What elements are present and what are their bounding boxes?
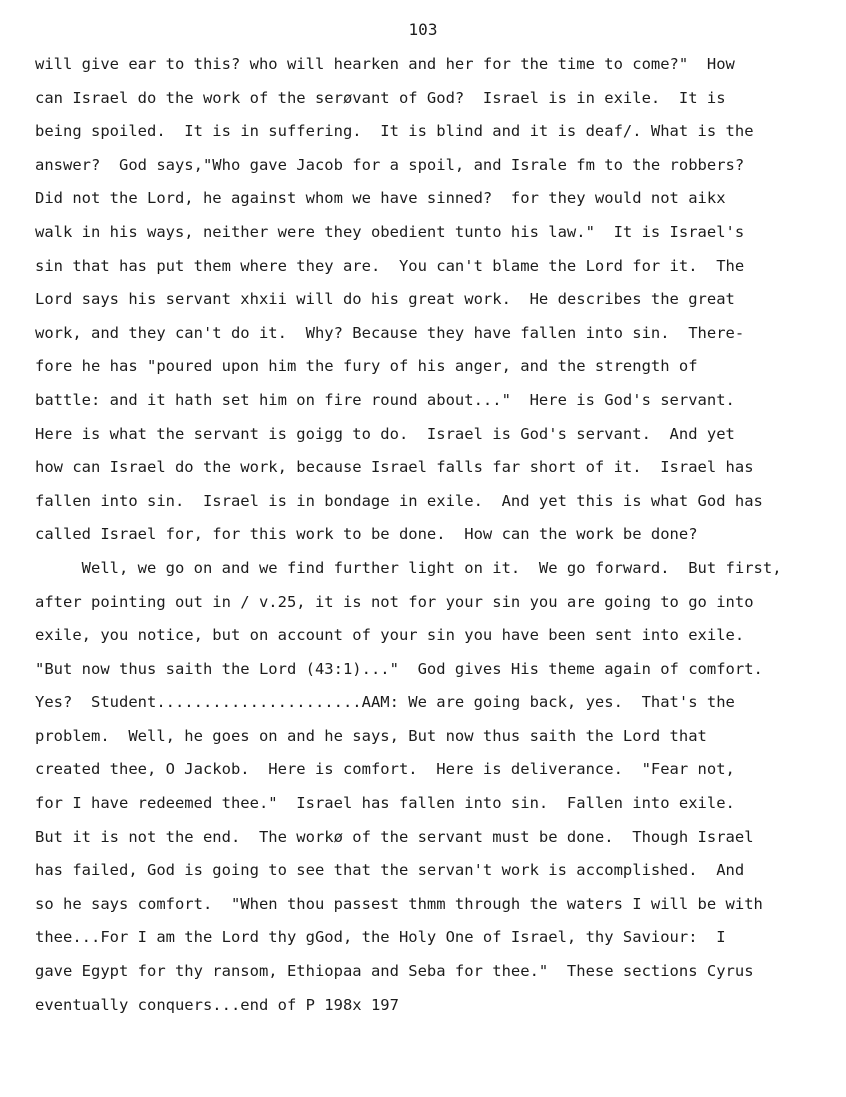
text-line: thee...For I am the Lord thy gGod, the Holy One of Israel, thy Saviour: I xyxy=(35,928,726,947)
text-line: sin that has put them where they are. You can't blame the Lord for it. The xyxy=(35,256,745,275)
text-line: called Israel for, for this work to be done. How can the work be done? xyxy=(35,525,698,544)
text-line: after pointing out in / v.25, it is not for your sin you are going to go into xyxy=(35,592,754,611)
text-line: Here is what the servant is goigg to do. Israel is God's servant. And yet xyxy=(35,424,735,443)
text-line: how can Israel do the work, because Israel falls far short of it. Israel has xyxy=(35,458,754,477)
text-line: fallen into sin. Israel is in bondage in exile. And yet this is what God has xyxy=(35,491,763,510)
text-line: "But now thus saith the Lord (43:1)..." God gives His theme again of comfort. xyxy=(35,659,763,678)
text-line: But it is not the end. The workø of the servant must be done. Though Israel xyxy=(35,827,754,846)
text-line: has failed, God is going to see that the servan't work is accomplished. And xyxy=(35,861,745,880)
text-line: being spoiled. It is in suffering. It is blind and it is deaf/. What is the xyxy=(35,122,754,141)
text-line: work, and they can't do it. Why? Because they have fallen into sin. There- xyxy=(35,323,745,342)
text-line: for I have redeemed thee." Israel has fallen into sin. Fallen into exile. xyxy=(35,794,735,813)
text-line: answer? God says,"Who gave Jacob for a spoil, and Israle fm to the robbers? xyxy=(35,155,745,174)
text-line: fore he has "poured upon him the fury of his anger, and the strength of xyxy=(35,357,698,376)
text-line: problem. Well, he goes on and he says, But now thus saith the Lord that xyxy=(35,726,707,745)
text-line: Yes? Student......................AAM: We are going back, yes. That's the xyxy=(35,693,735,712)
text-line: Well, we go on and we find further light on it. We go forward. But first, xyxy=(35,558,782,577)
text-line: walk in his ways, neither were they obedient tunto his law." It is Israel's xyxy=(35,222,745,241)
text-line: so he says comfort. "When thou passest thmm through the waters I will be with xyxy=(35,894,763,913)
text-line: Lord says his servant xhxii will do his great work. He describes the great xyxy=(35,290,735,309)
text-line: battle: and it hath set him on fire round about..." Here is God's servant. xyxy=(35,390,735,409)
text-line: will give ear to this? who will hearken and her for the time to come?" How xyxy=(35,55,735,73)
text-line: eventually conquers...end of P 198x 197 xyxy=(35,995,399,1014)
page-number: 103 xyxy=(408,20,438,39)
text-line: can Israel do the work of the serøvant of God? Israel is in exile. It is xyxy=(35,88,726,107)
text-line: created thee, O Jackob. Here is comfort. Here is deliverance. "Fear not, xyxy=(35,760,735,779)
text-line: Did not the Lord, he against whom we have sinned? for they would not aikx xyxy=(35,189,726,208)
text-line: gave Egypt for thy ransom, Ethiopaa and Seba for thee." These sections Cyrus xyxy=(35,962,754,981)
text-line: exile, you notice, but on account of your sin you have been sent into exile. xyxy=(35,626,745,645)
body-text xyxy=(35,51,835,1025)
